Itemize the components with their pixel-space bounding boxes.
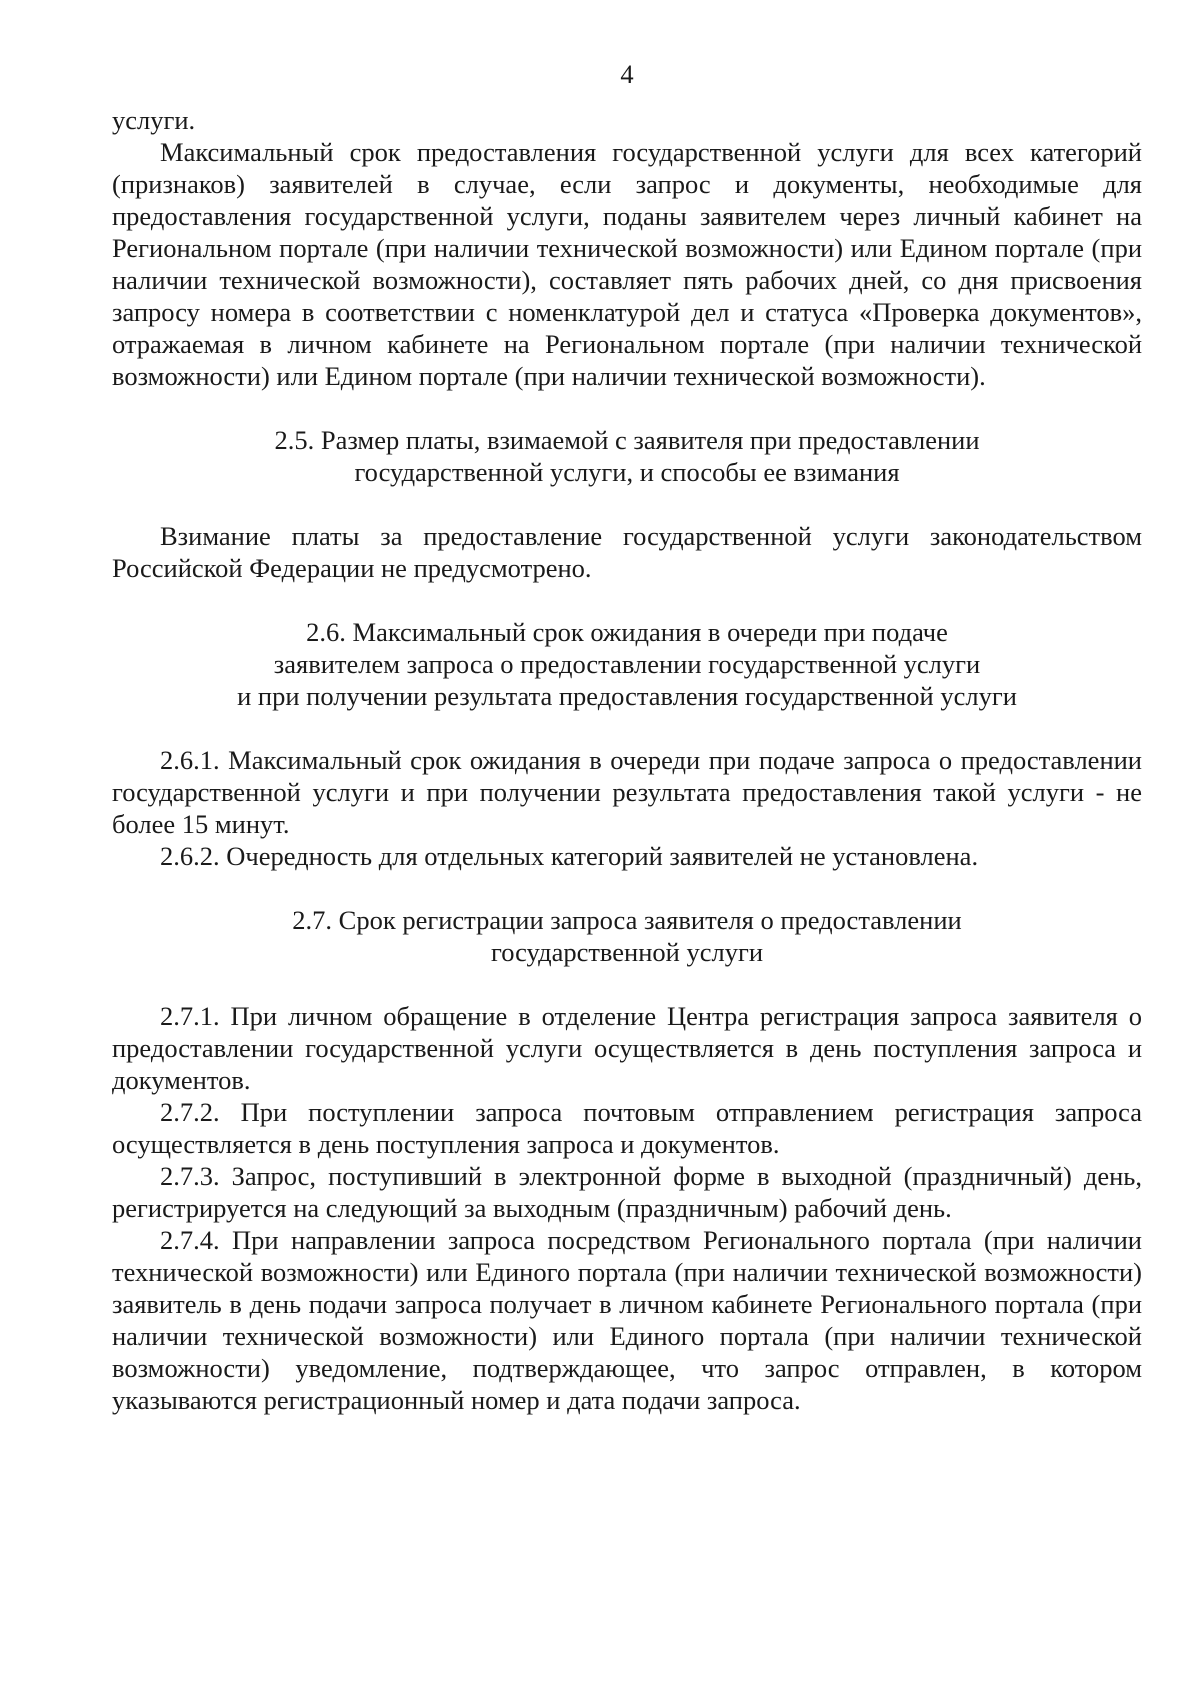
section-heading-2-6: [112, 616, 1142, 712]
heading-line: 2.6. Максимальный срок ожидания в очереди при подаче: [306, 617, 948, 647]
paragraph-max-term: Максимальный срок предоставления государственной услуги для всех категорий (признаков) заявителей в случае, если запрос и документы, необходимые для предоставления государственной услуги, поданы заявителем через личный кабинет на Региональном портале (при наличии технической возможности) или Едином портале (при наличии технической возможности), составляет пять рабочих дней, со дня присвоения запросу номера в соответствии с номенклатурой дел и статуса «Проверка документов», отражаемая в личном кабинете на Региональном портале (при наличии технической возможности) или Едином портале (при наличии технической возможности).: [112, 137, 1142, 391]
page-number: 4: [620, 59, 634, 89]
paragraph-2-7-1: 2.7.1. При личном обращение в отделение Центра регистрация запроса заявителя о предоставлении государственной услуги осуществляется в день поступления запроса и документов.: [112, 1001, 1142, 1095]
heading-line: 2.7. Срок регистрации запроса заявителя о предоставлении: [292, 905, 962, 935]
heading-line: и при получении результата предоставления государственной услуги: [237, 681, 1017, 711]
heading-line: заявителем запроса о предоставлении государственной услуги: [273, 649, 981, 679]
paragraph-2-7-2: 2.7.2. При поступлении запроса почтовым отправлением регистрация запроса осуществляется в день поступления запроса и документов.: [112, 1097, 1142, 1159]
heading-line: 2.5. Размер платы, взимаемой с заявителя при предоставлении: [274, 425, 980, 455]
section-heading-2-7: [112, 904, 1142, 968]
paragraph-2-6-2: 2.6.2. Очередность для отдельных категорий заявителей не установлена.: [160, 841, 979, 871]
document-page: [112, 58, 1142, 1416]
paragraph-2-7-4: 2.7.4. При направлении запроса посредством Регионального портала (при наличии технической возможности) или Единого портала (при наличии технической возможности) заявитель в день подачи запроса получает в личном кабинете Регионального портала (при наличии технической возможности) или Единого портала (при наличии технической возможности) уведомление, подтверждающее, что запрос отправлен, в котором указываются регистрационный номер и дата подачи запроса.: [112, 1225, 1142, 1415]
continuation-text: услуги.: [112, 105, 196, 135]
heading-line: государственной услуги, и способы ее взимания: [354, 457, 900, 487]
heading-line: государственной услуги: [490, 937, 764, 967]
section-heading-2-5: [112, 424, 1142, 488]
paragraph-2-5: Взимание платы за предоставление государственной услуги законодательством Российской Федерации не предусмотрено.: [112, 521, 1142, 583]
paragraph-2-7-3: 2.7.3. Запрос, поступивший в электронной форме в выходной (праздничный) день, регистрируется на следующий за выходным (праздничным) рабочий день.: [112, 1161, 1142, 1223]
paragraph-2-6-1: 2.6.1. Максимальный срок ожидания в очереди при подаче запроса о предоставлении государственной услуги и при получении результата предоставления такой услуги - не более 15 минут.: [112, 745, 1142, 839]
